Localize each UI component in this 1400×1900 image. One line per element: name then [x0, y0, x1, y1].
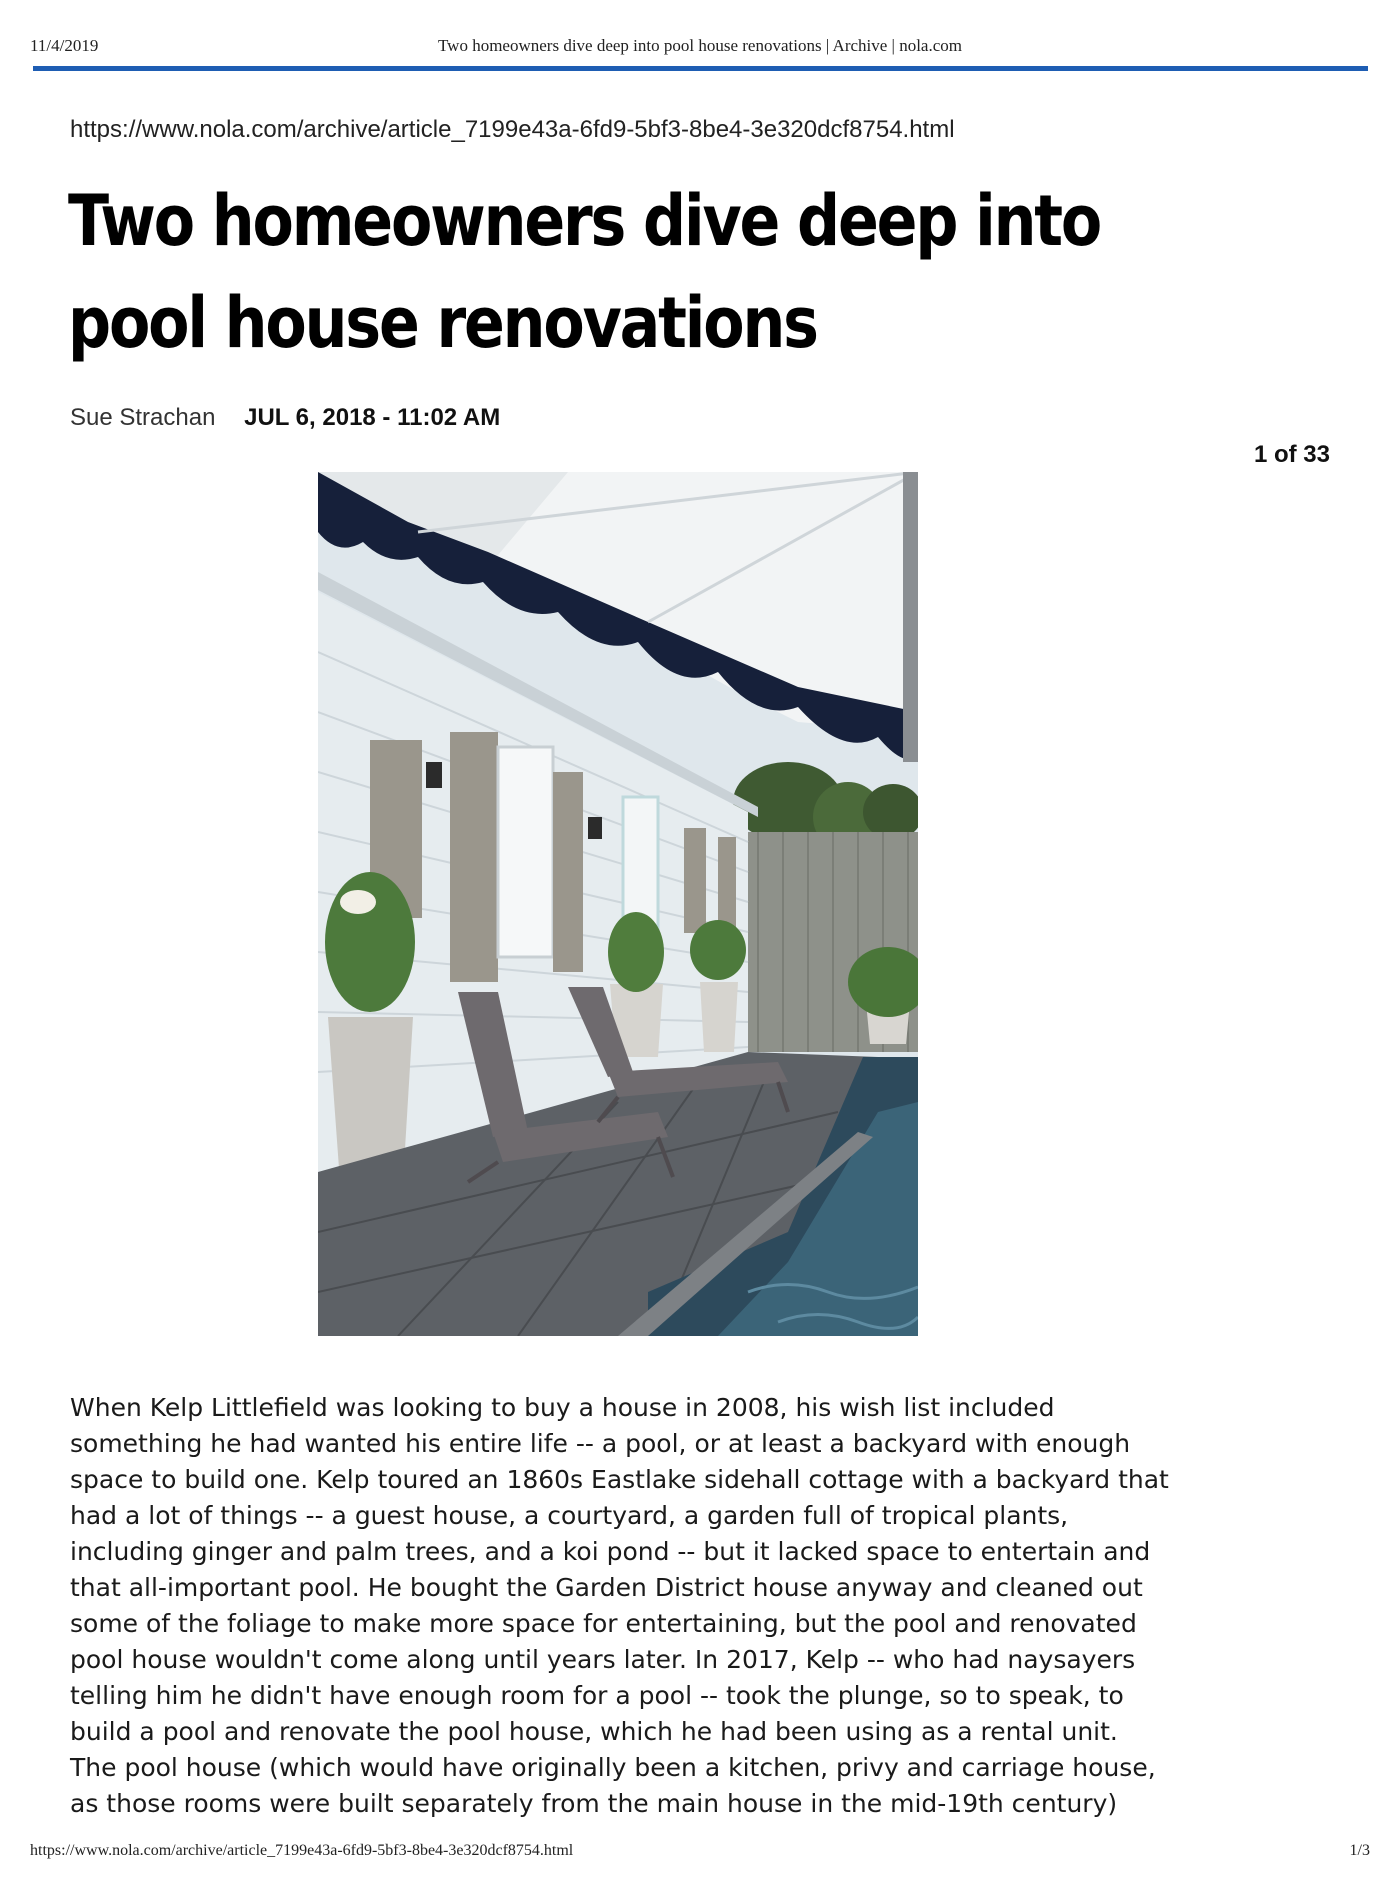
- footer-page-number: 1/3: [1349, 1842, 1370, 1859]
- article-url: https://www.nola.com/archive/article_7199e43a-6fd9-5bf3-8be4-3e320dcf8754.html: [70, 116, 955, 143]
- byline: [70, 404, 500, 432]
- print-title: Two homeowners dive deep into pool house renovations | Archive | nola.com: [437, 36, 962, 55]
- photo-counter: 1 of 33: [1253, 441, 1330, 468]
- article-body: When Kelp Littlefield was looking to buy a house in 2008, his wish list included something he had wanted his entire life -- a pool, or at least a backyard with enough space to build one. Kelp toured an 1860s Eastlake sidehall cottage with a backyard that had a lot of things -- a guest house, a courtyard, a garden full of tropical plants, including ginger and palm trees, and a koi pond -- but it lacked space to entertain and that all-important pool. He bought the Garden District house anyway and cleaned out some of the foliage to make more space for entertaining, but the pool and renovated pool house wouldn't come along until years later. In 2017, Kelp -- who had naysayers telling him he didn't have enough room for a pool -- took the plunge, so to speak, to build a pool and renovate the pool house, which he had been using as a rental unit. The pool house (which would have originally been a kitchen, privy and carriage house, as those rooms were built separately from the main house in the mid-19th century): [70, 1393, 1169, 1818]
- headline: Two homeowners dive deep into pool house renovations: [68, 180, 1101, 364]
- publish-date: JUL 6, 2018 - 11:02 AM: [244, 404, 501, 431]
- author-name: Sue Strachan: [70, 404, 216, 431]
- article-photo: [318, 472, 918, 1336]
- print-date: 11/4/2019: [30, 36, 99, 55]
- header-divider: [33, 66, 1368, 71]
- footer-url: https://www.nola.com/archive/article_7199e43a-6fd9-5bf3-8be4-3e320dcf8754.html: [30, 1842, 574, 1859]
- print-header: [0, 30, 1400, 60]
